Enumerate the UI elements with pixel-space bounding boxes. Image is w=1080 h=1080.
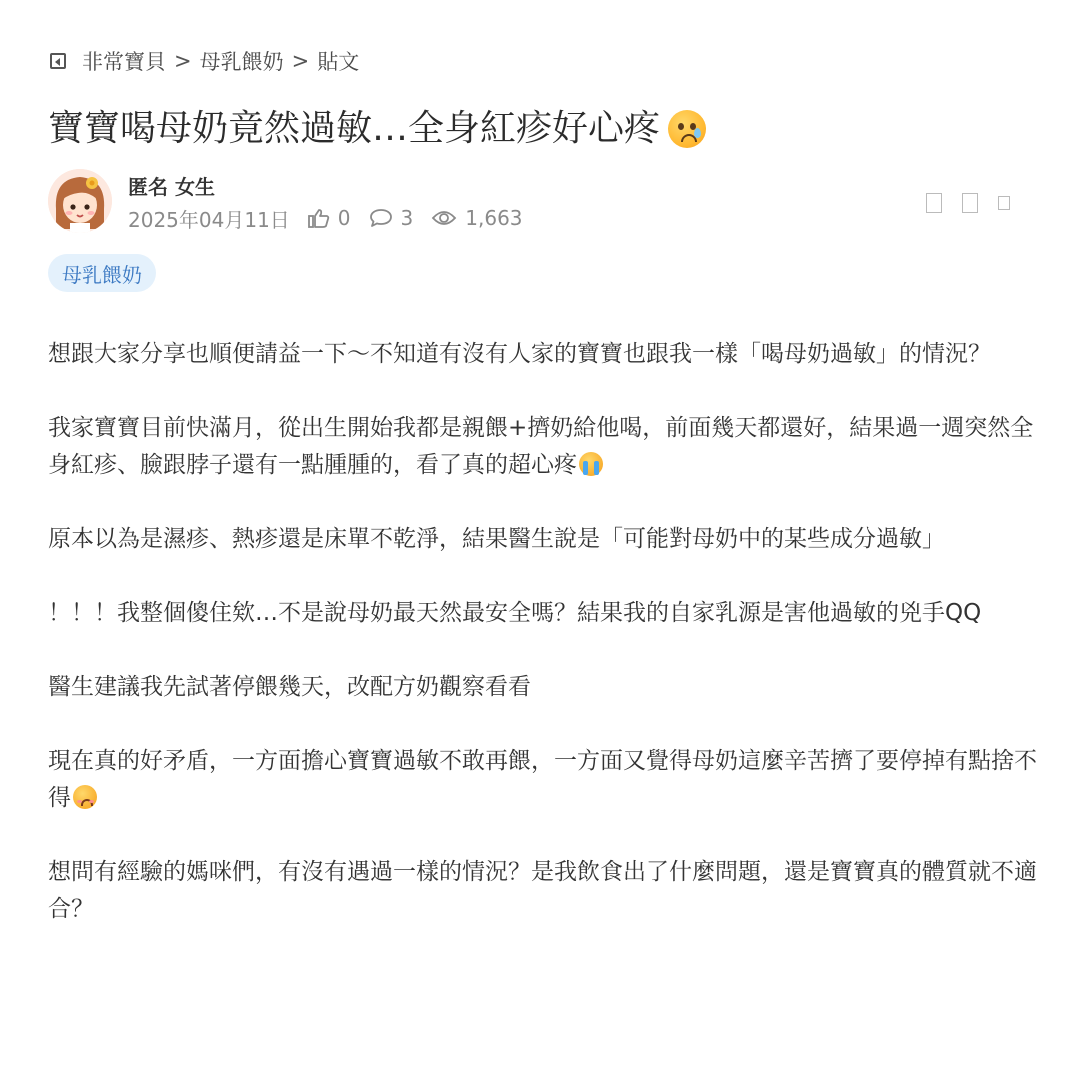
category-tag[interactable]: 母乳餵奶 xyxy=(48,254,156,292)
breadcrumb-separator: > xyxy=(291,49,310,73)
post-content xyxy=(48,336,1038,965)
paragraph: 原本以為是濕疹、熱疹還是床單不乾淨，結果醫生說是「可能對母奶中的某些成分過敏」 xyxy=(48,526,945,552)
paragraph: 我家寶寶目前快滿月，從出生開始我都是親餵+擠奶給他喝，前面幾天都還好，結果過一週突然全身紅疹、臉跟脖子還有一點腫腫的，看了真的超心疼 xyxy=(48,415,1034,478)
post-title xyxy=(48,104,1048,154)
avatar[interactable] xyxy=(48,169,112,233)
pleading-face-icon xyxy=(73,785,97,809)
paragraph: 想跟大家分享也順便請益一下～不知道有沒有人家的寶寶也跟我一樣「喝母奶過敏」的情況？ xyxy=(48,341,991,367)
share-icon[interactable] xyxy=(962,193,978,213)
paragraph: 現在真的好矛盾，一方面擔心寶寶過敏不敢再餵，一方面又覺得母奶這麼辛苦擠了要停掉有點捨不得 xyxy=(48,748,1037,811)
breadcrumb xyxy=(48,46,359,76)
breadcrumb-item-board[interactable]: 非常寶貝 xyxy=(82,50,166,74)
paragraph: ！！！我整個傻住欸…不是說母奶最天然最安全嗎？結果我的自家乳源是害他過敏的兇手QQ xyxy=(48,600,982,626)
more-options-icon[interactable] xyxy=(998,196,1010,210)
post-actions xyxy=(906,193,1010,213)
like-count[interactable] xyxy=(308,206,351,230)
crying-face-icon xyxy=(668,110,706,148)
post-title-text: 寶寶喝母奶竟然過敏…全身紅疹好心疼 xyxy=(48,108,661,149)
like-count-value: 0 xyxy=(337,206,351,230)
breadcrumb-item-current: 貼文 xyxy=(317,50,360,74)
comment-count[interactable] xyxy=(369,206,414,230)
breadcrumb-item-category[interactable]: 母乳餵奶 xyxy=(199,50,284,74)
comment-bubble-icon xyxy=(369,208,393,228)
view-count-value: 1,663 xyxy=(465,206,523,230)
post-date: 2025年04月11日 xyxy=(128,207,290,232)
comment-count-value: 3 xyxy=(400,206,414,230)
author-name[interactable]: 匿名 女生 xyxy=(128,175,215,199)
back-arrow-icon[interactable] xyxy=(50,53,66,69)
breadcrumb-separator: > xyxy=(174,49,192,73)
paragraph: 想問有經驗的媽咪們，有沒有遇過一樣的情況？是我飲食出了什麼問題，還是寶寶真的體質就不適合？ xyxy=(48,859,1037,922)
thumbs-up-icon xyxy=(308,208,330,228)
loudly-crying-face-icon xyxy=(579,452,603,476)
eye-icon xyxy=(431,208,457,228)
post-meta xyxy=(128,203,541,233)
view-count xyxy=(431,206,522,230)
bookmark-icon[interactable] xyxy=(926,193,942,213)
paragraph: 醫生建議我先試著停餵幾天，改配方奶觀察看看 xyxy=(48,674,531,700)
